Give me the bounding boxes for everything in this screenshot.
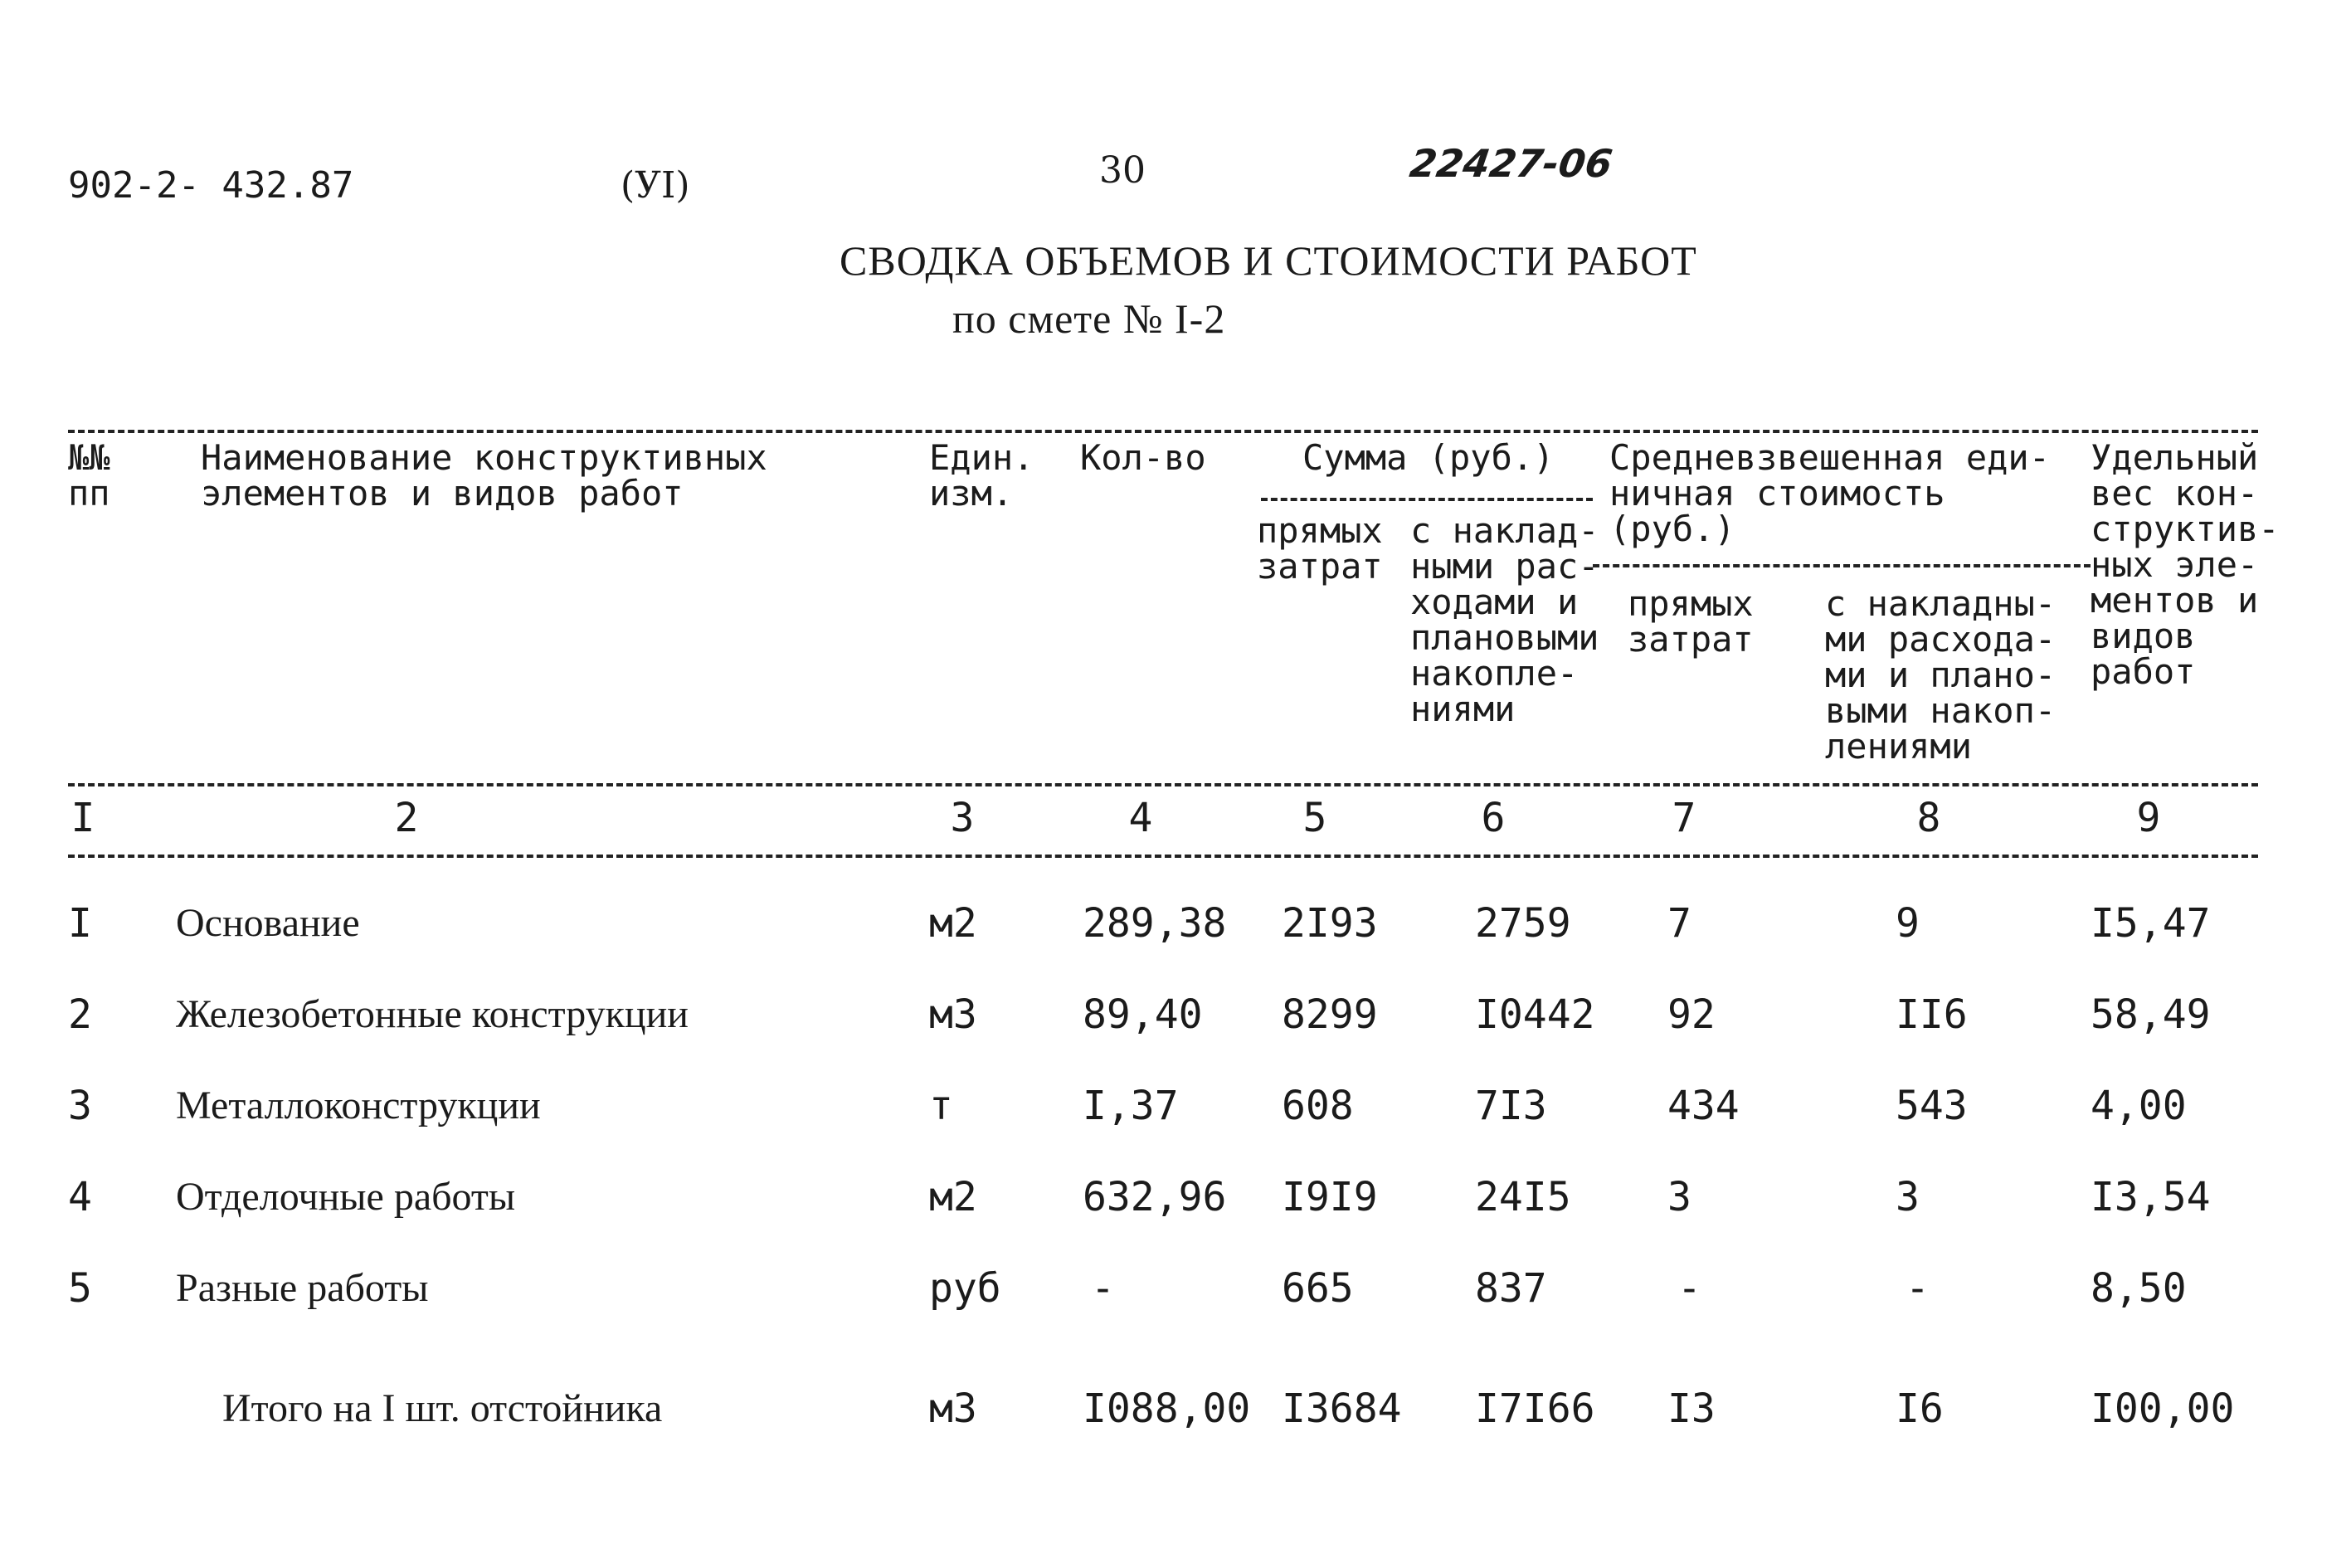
col-number-8: 8: [1916, 795, 1941, 841]
row-name: Железобетонные конструкции: [176, 992, 689, 1036]
row-avg-direct: 3: [1667, 1174, 1691, 1220]
row-name: Основание: [176, 901, 360, 945]
col-header-num: №№ пп: [68, 437, 110, 514]
row-share: 58,49: [2091, 991, 2211, 1038]
total-share: I00,00: [2091, 1385, 2235, 1432]
total-overhead: I7I66: [1475, 1385, 1595, 1432]
col-header-avg-overhead: с накладны- ми расхода- ми и плано- выми накоп- лениями: [1825, 583, 2057, 767]
row-number: 4: [68, 1174, 92, 1220]
col-number-2: 2: [394, 795, 419, 841]
total-avg-overhead: I6: [1896, 1385, 1944, 1432]
row-avg-direct: 434: [1667, 1083, 1740, 1129]
col-number-1: I: [71, 795, 95, 841]
row-number: I: [68, 900, 92, 947]
row-share: 8,50: [2091, 1265, 2187, 1312]
row-avg-overhead: 9: [1896, 900, 1920, 947]
row-qty: -: [1091, 1265, 1115, 1312]
total-direct: I3684: [1282, 1385, 1402, 1432]
row-avg-overhead: -: [1906, 1265, 1930, 1312]
row-direct: I9I9: [1282, 1174, 1378, 1220]
row-overhead: 2759: [1475, 900, 1571, 947]
total-qty: I088,00: [1083, 1385, 1251, 1432]
col-number-9: 9: [2136, 795, 2161, 841]
numbers-bottom-rule: [68, 855, 2258, 858]
document-code: 902-2- 432.87: [68, 164, 354, 207]
row-unit: м3: [929, 991, 977, 1038]
page-title: СВОДКА ОБЪЕМОВ И СТОИМОСТИ РАБОТ: [840, 237, 1697, 284]
row-qty: I,37: [1083, 1083, 1179, 1129]
row-avg-direct: 92: [1667, 991, 1716, 1038]
row-overhead: 837: [1475, 1265, 1547, 1312]
row-share: I5,47: [2091, 900, 2211, 947]
col-header-avg-direct: прямых затрат: [1628, 583, 1754, 660]
volume-label: (УI): [621, 164, 690, 207]
col-header-overhead: с наклад- ными рас- ходами и плановыми накопле- ниями: [1410, 510, 1599, 729]
col-number-4: 4: [1128, 795, 1153, 841]
total-label: Итого на I шт. отстойника: [222, 1386, 663, 1430]
col-header-name: Наименование конструктивных элементов и видов работ: [201, 437, 767, 514]
col-header-qty: Кол-во: [1080, 437, 1206, 478]
row-avg-overhead: 543: [1896, 1083, 1968, 1129]
col-header-share: Удельный вес кон- структив- ных эле- ментов и видов работ: [2091, 437, 2280, 692]
row-direct: 2I93: [1282, 900, 1378, 947]
row-qty: 89,40: [1083, 991, 1203, 1038]
row-name: Разные работы: [176, 1266, 429, 1310]
col-number-3: 3: [950, 795, 975, 841]
col-header-direct: прямых затрат: [1257, 510, 1383, 587]
col-header-unit: Един. изм.: [929, 437, 1034, 514]
total-unit: м3: [929, 1385, 977, 1432]
row-number: 5: [68, 1265, 92, 1312]
row-share: 4,00: [2091, 1083, 2187, 1129]
handwritten-code: 22427-06: [1407, 141, 1615, 186]
row-number: 3: [68, 1083, 92, 1129]
table-top-rule: [68, 430, 2258, 433]
row-unit: м2: [929, 900, 977, 947]
row-unit: м2: [929, 1174, 977, 1220]
row-overhead: 7I3: [1475, 1083, 1547, 1129]
row-name: Металлоконструкции: [176, 1083, 541, 1127]
row-qty: 632,96: [1083, 1174, 1227, 1220]
row-name: Отделочные работы: [176, 1175, 516, 1219]
avg-group-rule: [1593, 564, 2091, 567]
page-number: 30: [1099, 149, 1146, 192]
row-overhead: I0442: [1475, 991, 1595, 1038]
row-number: 2: [68, 991, 92, 1038]
row-avg-direct: 7: [1667, 900, 1691, 947]
total-avg-direct: I3: [1667, 1385, 1716, 1432]
row-unit: руб: [929, 1265, 1001, 1312]
sum-group-rule: [1261, 498, 1593, 501]
row-avg-overhead: II6: [1896, 991, 1968, 1038]
row-qty: 289,38: [1083, 900, 1227, 947]
row-direct: 608: [1282, 1083, 1354, 1129]
col-header-sum-group: Сумма (руб.): [1302, 437, 1555, 478]
page-subtitle: по смете № I-2: [952, 295, 1226, 342]
col-header-avg-group: Средневзвешенная еди- ничная стоимость (руб.): [1609, 437, 2051, 549]
header-bottom-rule: [68, 783, 2258, 786]
col-number-7: 7: [1672, 795, 1696, 841]
row-share: I3,54: [2091, 1174, 2211, 1220]
row-avg-overhead: 3: [1896, 1174, 1920, 1220]
row-avg-direct: -: [1677, 1265, 1701, 1312]
row-overhead: 24I5: [1475, 1174, 1571, 1220]
row-unit: т: [929, 1083, 953, 1129]
col-number-5: 5: [1302, 795, 1327, 841]
row-direct: 665: [1282, 1265, 1354, 1312]
col-number-6: 6: [1481, 795, 1506, 841]
row-direct: 8299: [1282, 991, 1378, 1038]
